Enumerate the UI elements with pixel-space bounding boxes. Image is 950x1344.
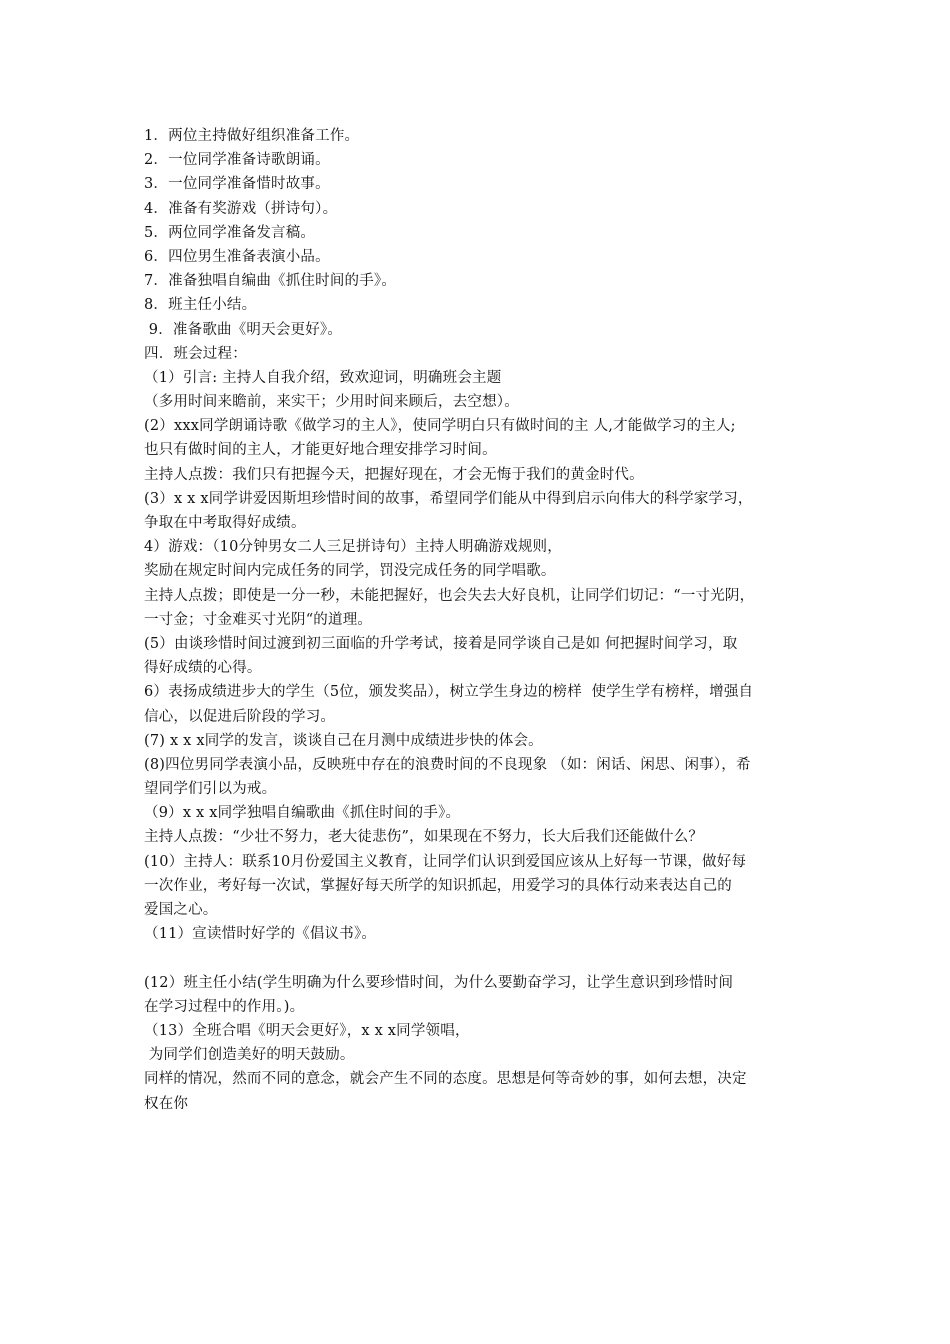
- text-line: （13）全班合唱《明天会更好》，x x x同学领唱，: [144, 1022, 470, 1039]
- text-line: 争取在中考取得好成绩。: [144, 515, 306, 531]
- text-line: 6．四位男生准备表演小品。: [144, 248, 330, 265]
- text-line: (7) x x x同学的发言，谈谈自己在月测中成绩进步快的体会。: [144, 732, 543, 749]
- text-line: 同样的情况，然而不同的意念，就会产生不同的态度。思想是何等奇妙的事，如何去想，决定: [144, 1071, 747, 1088]
- text-line: 4．准备有奖游戏（拼诗句）。: [144, 200, 338, 217]
- text-line: 主持人点拨：“少壮不努力，老大徒悲伤”，如果现在不努力，长大后我们还能做什么？: [144, 829, 704, 846]
- text-line: 奖励在规定时间内完成任务的同学，罚没完成任务的同学唱歌。: [144, 563, 556, 580]
- text-line: (3）x x x同学讲爱因斯坦珍惜时间的故事，希望同学们能从中得到启示向伟大的科学家学习，: [144, 490, 753, 507]
- text-line: 8．班主任小结。: [144, 297, 257, 314]
- text-line: 9．准备歌曲《明天会更好》。: [144, 321, 343, 338]
- text-line: 6）表扬成绩进步大的学生（5位，颁发奖品），树立学生身边的榜样 使学生学有榜样，增强自: [144, 684, 754, 701]
- text-line: (2）xxx同学朗诵诗歌《做学习的主人》，使同学明白只有做时间的主 人,才能做学习的主人;: [144, 418, 736, 435]
- text-line: 也只有做时间的主人，才能更好地合理安排学习时间。: [144, 442, 497, 459]
- text-line: 2．一位同学准备诗歌朗诵。: [144, 152, 330, 169]
- text-line: 一次作业，考好每一次试，掌握好每天所学的知识抓起，用爱学习的具体行动来表达自己的: [144, 877, 732, 894]
- text-line: (10）主持人：联系10月份爱国主义教育，让同学们认识到爱国应该从上好每一节课，做好每: [144, 853, 747, 870]
- blank-line: [144, 946, 824, 970]
- text-line: 得好成绩的心得。: [144, 660, 262, 677]
- text-line: （1）引言: 主持人自我介绍，致欢迎词，明确班会主题: [144, 369, 502, 386]
- text-line: 在学习过程中的作用。)。: [144, 998, 305, 1015]
- text-line: 为同学们创造美好的明天鼓励。: [144, 1047, 355, 1064]
- text-line: 主持人点拨；即使是一分一秒，未能把握好，也会失去大好良机，让同学们切记：“一寸光阴，: [144, 587, 755, 604]
- text-line: 4）游戏：（10分钟男女二人三足拼诗句）主持人明确游戏规则，: [144, 539, 562, 556]
- text-line: （多用时间来瞻前，来实干；少用时间来顾后，去空想）。: [144, 394, 519, 411]
- text-line: 主持人点拨：我们只有把握今天，把握好现在，才会无悔于我们的黄金时代。: [144, 466, 644, 483]
- text-line: 3．一位同学准备惜时故事。: [144, 176, 330, 193]
- text-line: 1．两位主持做好组织准备工作。: [144, 128, 360, 144]
- text-line: （11）宣读惜时好学的《倡议书》。: [144, 926, 377, 943]
- text-line: 望同学们引以为戒。: [144, 781, 277, 798]
- text-line: 7．准备独唱自编曲《抓住时间的手》。: [144, 273, 397, 290]
- text-line: 5．两位同学准备发言稿。: [144, 224, 316, 241]
- text-line: (5）由谈珍惜时间过渡到初三面临的升学考试，接着是同学谈自己是如 何把握时间学习，取: [144, 635, 738, 652]
- section-heading: 四．班会过程：: [144, 345, 247, 362]
- text-line: 权在你: [144, 1095, 189, 1112]
- text-line: 爱国之心。: [144, 902, 218, 918]
- text-line: (8)四位男同学表演小品，反映班中存在的浪费时间的不良现象 （如：闲话、闲思、闲事），希: [144, 756, 751, 773]
- text-line: （9）x x x同学独唱自编歌曲《抓住时间的手》。: [144, 805, 461, 822]
- text-line: 信心，以促进后阶段的学习。: [144, 708, 336, 725]
- text-line: 一寸金；寸金难买寸光阴“的道理。: [144, 611, 373, 628]
- document-body: [144, 124, 824, 1116]
- text-line: (12）班主任小结(学生明确为什么要珍惜时间，为什么要勤奋学习，让学生意识到珍惜时间: [144, 974, 734, 991]
